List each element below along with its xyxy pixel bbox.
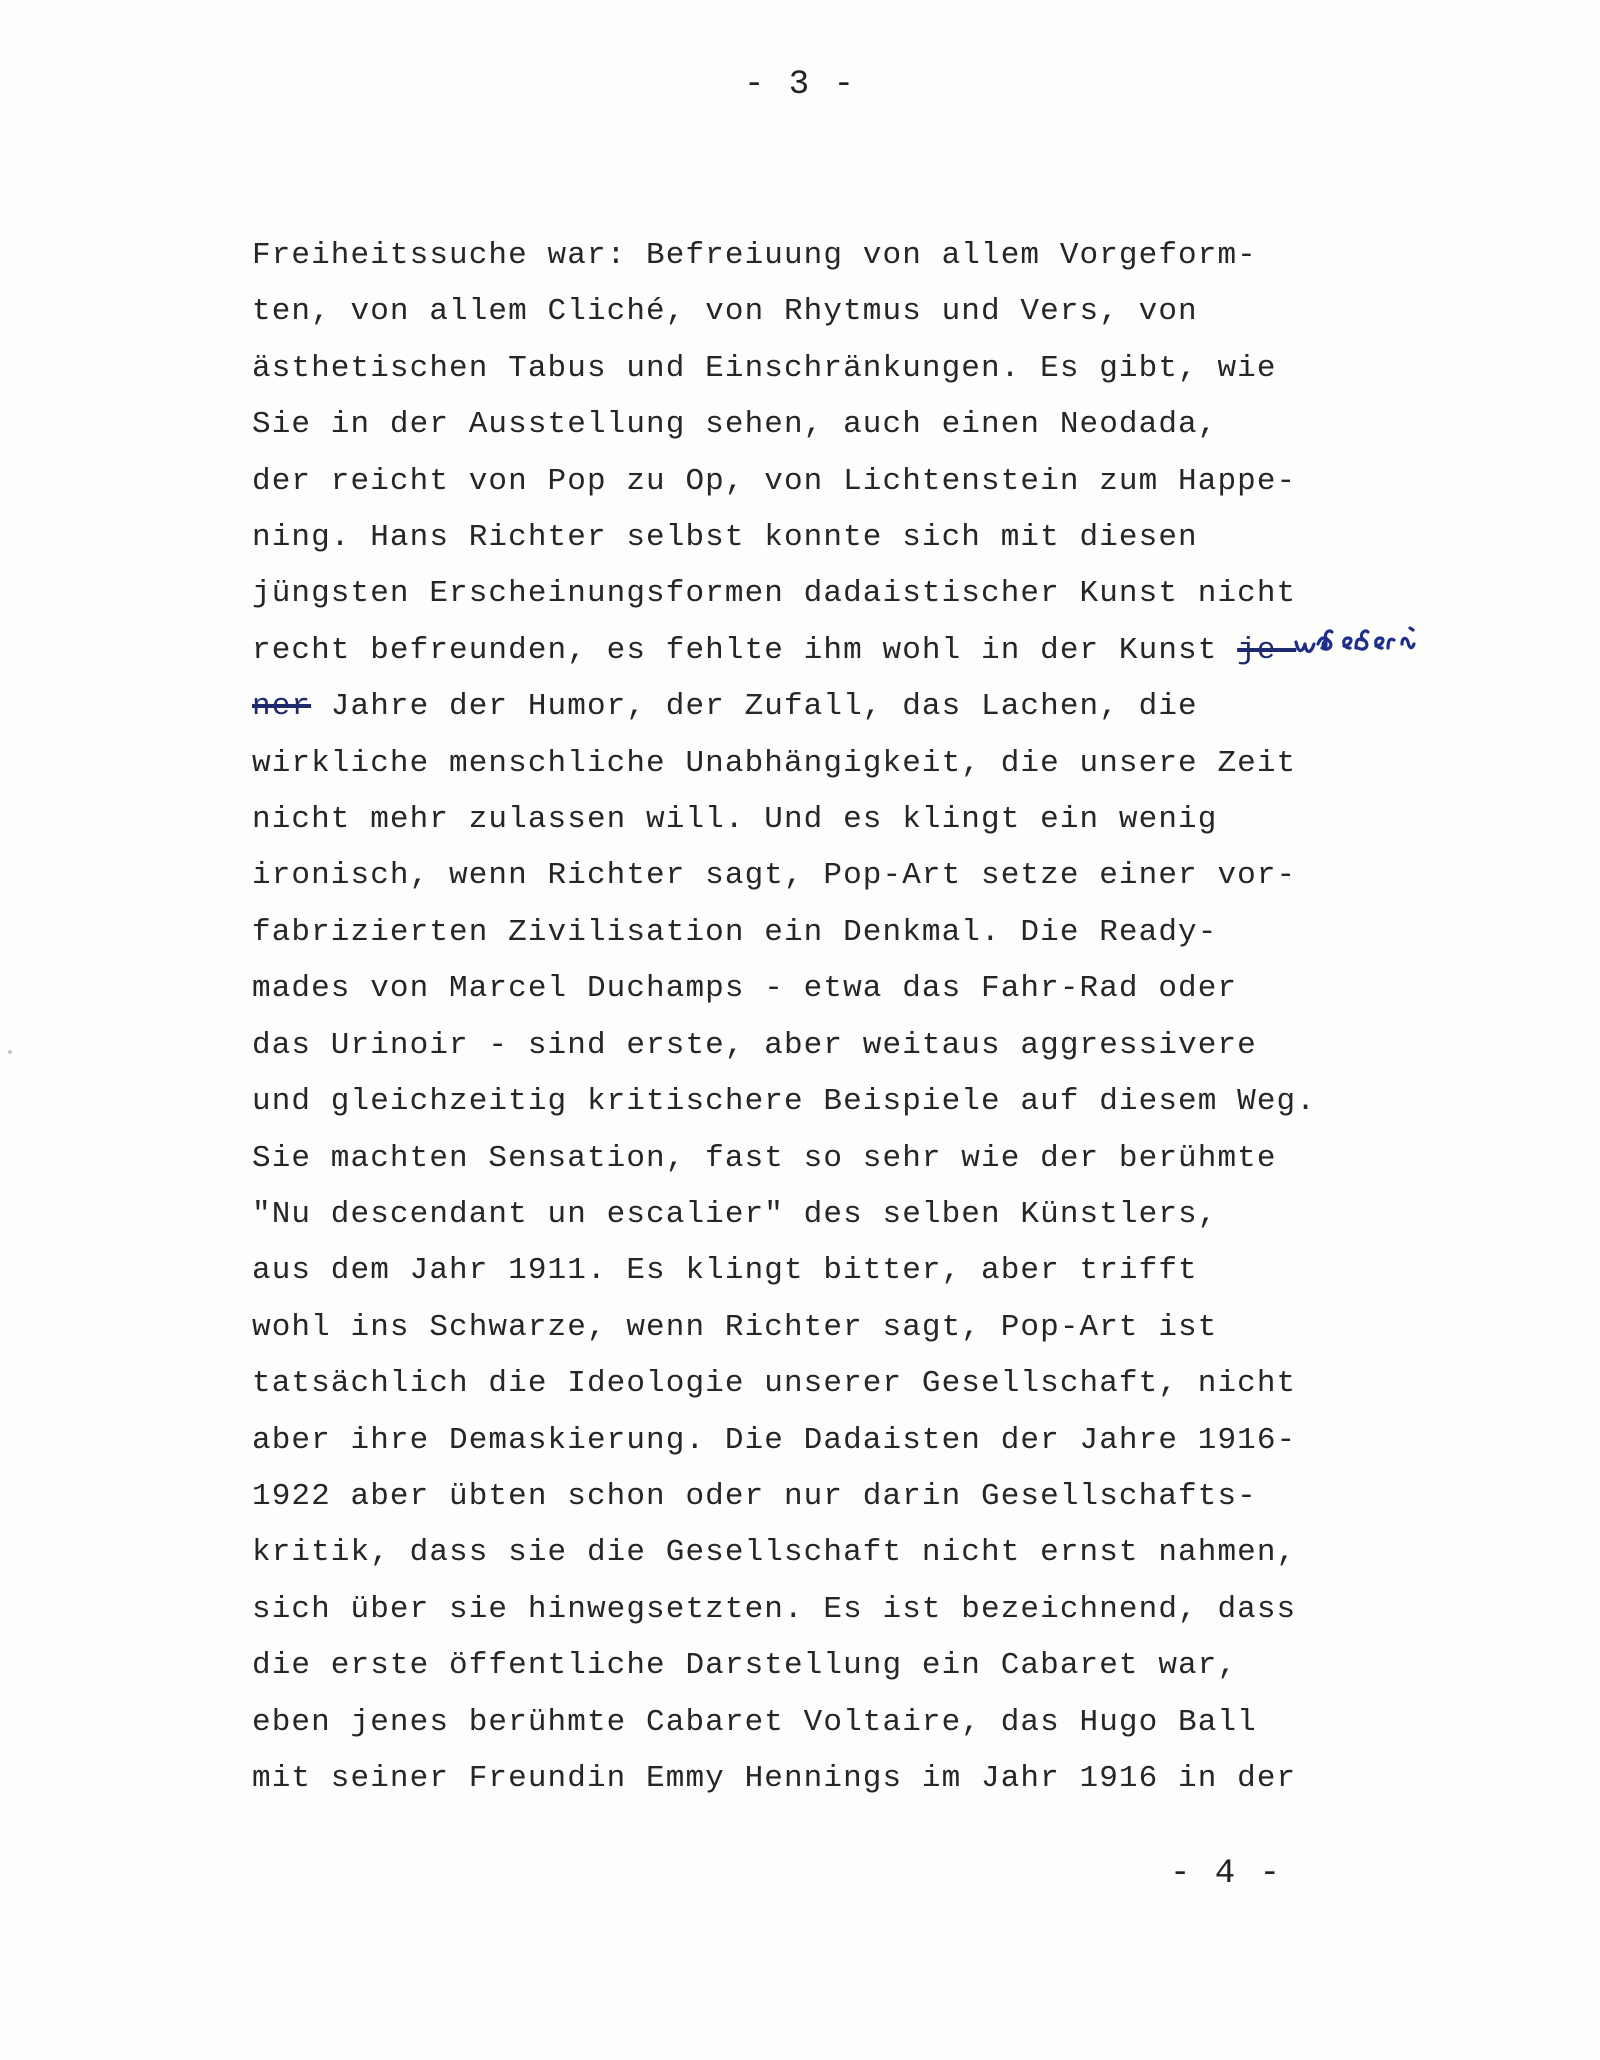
- text-line-13: fabrizierten Zivilisation ein Denkmal. Die Ready-: [252, 914, 1218, 950]
- text-line-24: kritik, dass sie die Gesellschaft nicht ernst nahmen,: [252, 1535, 1297, 1571]
- struck-word-part1: je-: [1237, 632, 1297, 668]
- top-page-number: - 3 -: [743, 66, 857, 104]
- text-line-25: sich über sie hinwegsetzten. Es ist bezeichnend, dass: [252, 1591, 1297, 1627]
- text-line-14: mades von Marcel Duchamps - etwa das Fahr-Rad oder: [252, 971, 1238, 1007]
- text-line-9-main: Jahre der Humor, der Zufall, das Lachen, die: [311, 689, 1198, 725]
- text-line-3: ästhetischen Tabus und Einschränkungen. Es gibt, wie: [252, 350, 1277, 386]
- text-line-21: tatsächlich die Ideologie unserer Gesellschaft, nicht: [252, 1366, 1297, 1402]
- text-line-9: [252, 679, 1352, 735]
- text-line-20: wohl ins Schwarze, wenn Richter sagt, Pop-Art ist: [252, 1309, 1218, 1345]
- text-line-28: mit seiner Freundin Emmy Hennings im Jahr 1916 in der: [252, 1760, 1297, 1796]
- text-line-10: wirkliche menschliche Unabhängigkeit, die unsere Zeit: [252, 745, 1297, 781]
- text-line-5: der reicht von Pop zu Op, von Lichtenstein zum Happe-: [252, 463, 1297, 499]
- text-line-4: Sie in der Ausstellung sehen, auch einen Neodada,: [252, 407, 1218, 443]
- text-line-27: eben jenes berühmte Cabaret Voltaire, das Hugo Ball: [252, 1704, 1257, 1740]
- text-line-8: [252, 623, 1352, 679]
- text-line-18: "Nu descendant un escalier" des selben Künstlers,: [252, 1196, 1218, 1232]
- text-line-26: die erste öffentliche Darstellung ein Cabaret war,: [252, 1648, 1238, 1684]
- text-line-19: aus dem Jahr 1911. Es klingt bitter, aber trifft: [252, 1253, 1198, 1289]
- typed-body-text: [252, 228, 1352, 1807]
- text-line-6: ning. Hans Richter selbst konnte sich mit diesen: [252, 520, 1198, 556]
- text-line-7: jüngsten Erscheinungsformen dadaistischer Kunst nicht: [252, 576, 1297, 612]
- text-line-2: ten, von allem Cliché, von Rhytmus und Vers, von: [252, 294, 1198, 330]
- text-line-11: nicht mehr zulassen will. Und es klingt ein wenig: [252, 802, 1218, 838]
- handwritten-insertion-unserer: [1292, 620, 1452, 666]
- struck-word-part2: ner: [252, 689, 312, 725]
- text-line-22: aber ihre Demaskierung. Die Dadaisten der Jahre 1916-: [252, 1422, 1297, 1458]
- text-line-16: und gleichzeitig kritischere Beispiele auf diesem Weg.: [252, 1084, 1316, 1120]
- text-line-17: Sie machten Sensation, fast so sehr wie der berühmte: [252, 1140, 1277, 1176]
- text-line-8-main: recht befreunden, es fehlte ihm wohl in der Kunst: [252, 632, 1238, 668]
- paper-speck: [8, 1050, 12, 1054]
- text-line-12: ironisch, wenn Richter sagt, Pop-Art setze einer vor-: [252, 858, 1297, 894]
- text-line-1: Freiheitssuche war: Befreiuung von allem Vorgeform-: [252, 238, 1257, 273]
- bottom-page-number: - 4 -: [1170, 1855, 1283, 1893]
- text-line-23: 1922 aber übten schon oder nur darin Gesellschafts-: [252, 1478, 1257, 1514]
- text-line-15: das Urinoir - sind erste, aber weitaus aggressivere: [252, 1027, 1257, 1063]
